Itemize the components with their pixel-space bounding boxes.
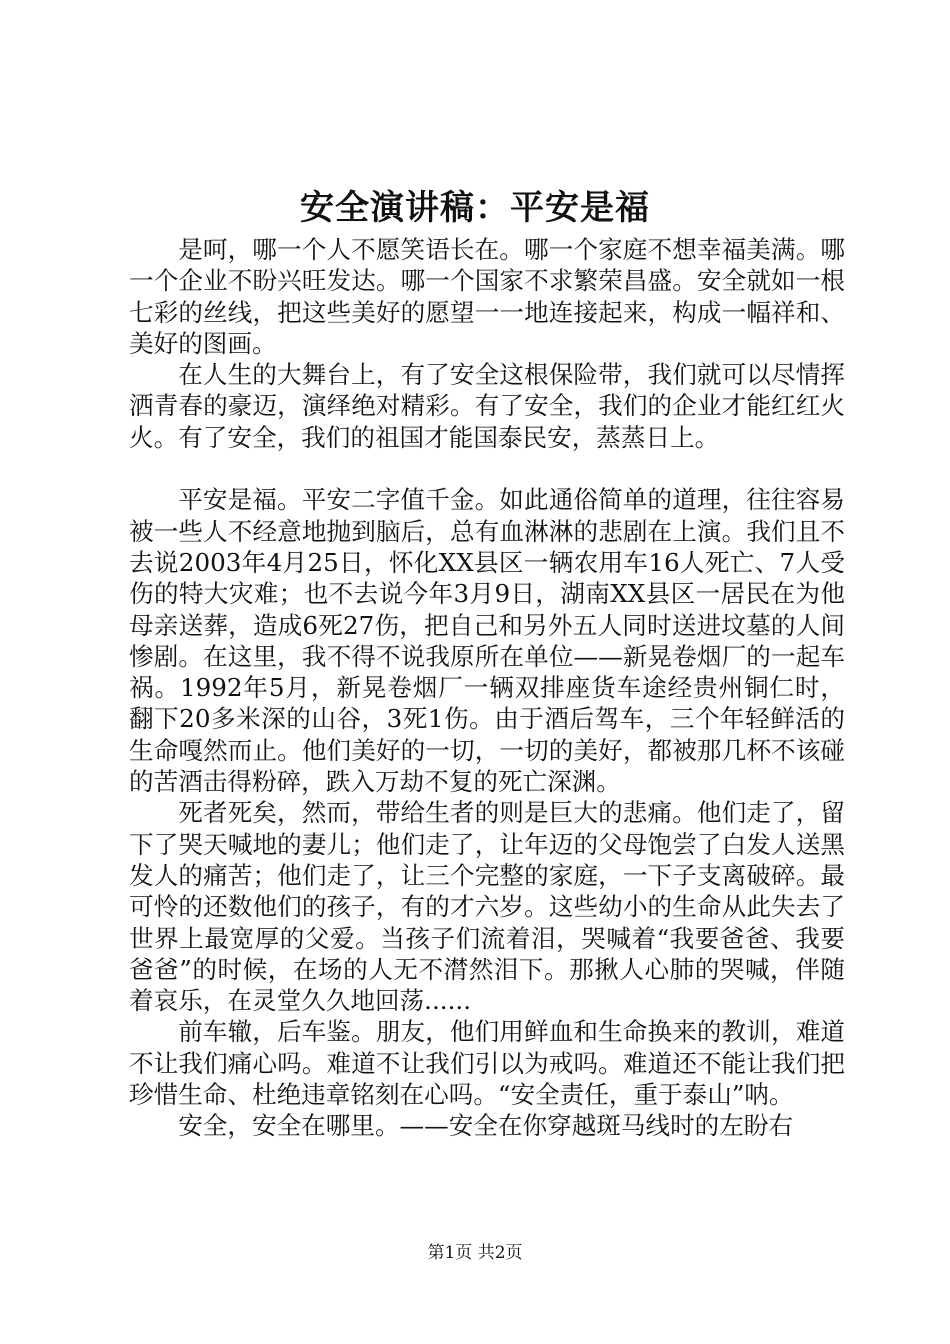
- paragraph-gap: [129, 453, 845, 484]
- document-title: 安全演讲稿：平安是福: [300, 188, 650, 228]
- page-footer: 第1页 共2页: [427, 1243, 523, 1263]
- paragraph-1: 是呵，哪一个人不愿笑语长在。哪一个家庭不想幸福美满。哪一个企业不盼兴旺发达。哪一个国家不求繁荣昌盛。安全就如一根七彩的丝线，把这些美好的愿望一一地连接起来，构成一幅祥和、美好的图画。: [129, 235, 845, 358]
- paragraph-4: 死者死矣，然而，带给生者的则是巨大的悲痛。他们走了，留下了哭天喊地的妻儿；他们走了，让年迈的父母饱尝了白发人送黑发人的痛苦；他们走了，让三个完整的家庭，一下子支离破碎。最可怜的还数他们的孩子，有的才六岁。这些幼小的生命从此失去了世界上最宽厚的父爱。当孩子们流着泪，哭喊着“我要爸爸、我要爸爸”的时候，在场的人无不潸然泪下。那揪人心肺的哭喊，伴随着哀乐，在灵堂久久地回荡......: [129, 798, 845, 1016]
- document-body: [129, 234, 845, 1142]
- paragraph-5: 前车辙，后车鉴。朋友，他们用鲜血和生命换来的教训，难道不让我们痛心吗。难道不让我们引以为戒吗。难道还不能让我们把珍惜生命、杜绝违章铭刻在心吗。“安全责任，重于泰山”呐。: [129, 1017, 845, 1110]
- paragraph-3: 平安是福。平安二字值千金。如此通俗简单的道理，往往容易被一些人不经意地抛到脑后，总有血淋淋的悲剧在上演。我们且不去说2003年4月25日，怀化XX县区一辆农用车16人死亡、7人受伤的特大灾难；也不去说今年3月9日，湖南XX县区一居民在为他母亲送葬，造成6死27伤，把自己和另外五人同时送进坟墓的人间惨剧。在这里，我不得不说我原所在单位——新晃卷烟厂的一起车祸。1992年5月，新晃卷烟厂一辆双排座货车途经贵州铜仁时，翻下20多米深的山谷，3死1伤。由于酒后驾车，三个年轻鲜活的生命嘎然而止。他们美好的一切，一切的美好，都被那几杯不该碰的苦酒击得粉碎，跌入万劫不复的死亡深渊。: [129, 485, 845, 797]
- paragraph-2: 在人生的大舞台上，有了安全这根保险带，我们就可以尽情挥洒青春的豪迈，演绎绝对精彩。有了安全，我们的企业才能红红火火。有了安全，我们的祖国才能国泰民安，蒸蒸日上。: [129, 360, 845, 452]
- paragraph-6: 安全，安全在哪里。——安全在你穿越斑马线时的左盼右: [178, 1111, 794, 1141]
